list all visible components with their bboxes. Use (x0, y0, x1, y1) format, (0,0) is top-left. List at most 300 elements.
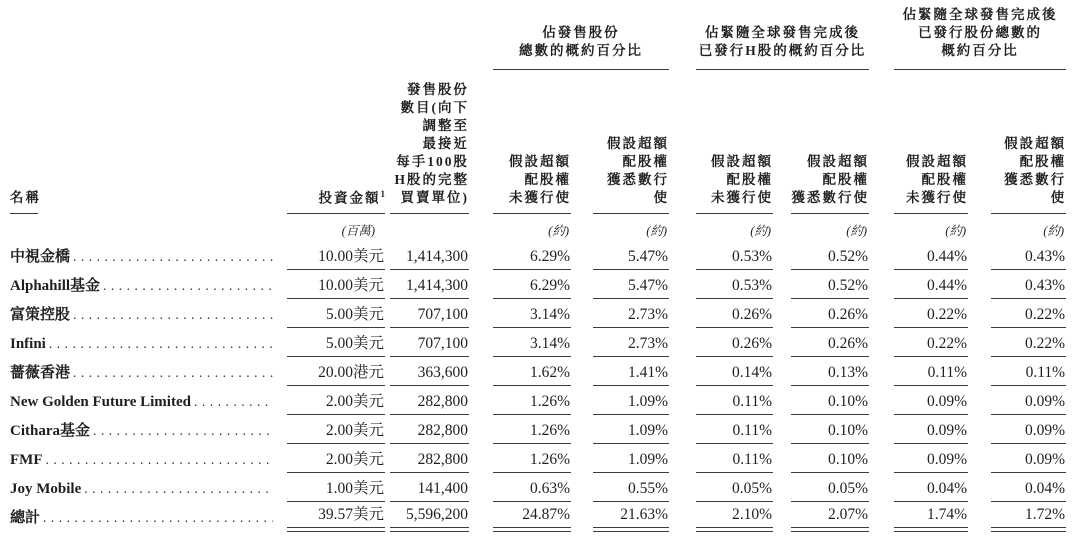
group-header-h-shares (696, 3, 869, 70)
column-gap (968, 70, 991, 214)
pct-value: 0.22% (894, 305, 968, 328)
pct-cell (696, 328, 773, 357)
column-gap (571, 357, 593, 386)
pct-cell (991, 299, 1066, 328)
row-name-cell (10, 473, 287, 502)
pct-cell (493, 299, 571, 328)
investor-name: Alphahill基金 (10, 277, 101, 294)
column-gap (968, 386, 991, 415)
row-name-cell (10, 299, 287, 328)
column-gap (869, 502, 894, 531)
table-header (10, 3, 1066, 241)
investor-name: New Golden Future Limited (10, 393, 191, 410)
table-row (10, 444, 1066, 473)
shares-value: 282,800 (390, 450, 469, 473)
pct-value: 0.09% (991, 392, 1066, 415)
pct-value: 0.05% (696, 479, 773, 502)
pct-cell (696, 415, 773, 444)
pct-cell (991, 241, 1066, 270)
row-name-cell (10, 328, 287, 357)
pct-cell (991, 473, 1066, 502)
subheader-line: 配股權 (726, 172, 774, 187)
shares-value: 1,414,300 (390, 276, 469, 299)
table-row (10, 415, 1066, 444)
pct-value: 3.14% (493, 334, 571, 357)
column-gap (968, 415, 991, 444)
pct-value: 1.72% (991, 505, 1066, 528)
pct-value: 0.11% (991, 363, 1066, 386)
pct-value: 21.63% (593, 505, 669, 528)
pct-cell (493, 444, 571, 473)
column-gap (869, 299, 894, 328)
offer-shares-header-line: H股的完整 (394, 172, 469, 187)
column-gap (571, 270, 593, 299)
pct-value: 1.09% (593, 392, 669, 415)
group-header-line: 已發行H股的概約百分比 (698, 43, 867, 58)
column-gap (571, 444, 593, 473)
pct-value: 0.55% (593, 479, 669, 502)
pct-cell (991, 444, 1066, 473)
pct-value: 0.11% (696, 392, 773, 415)
column-header-row (10, 70, 1066, 214)
investment-cell (287, 357, 385, 386)
shares-value: 707,100 (390, 305, 469, 328)
investor-name: Cithara基金 (10, 422, 90, 439)
unit-approx-label: (約) (646, 224, 668, 238)
pct-value: 5.47% (593, 247, 669, 270)
table-body (10, 241, 1066, 531)
column-gap (669, 386, 696, 415)
pct-value: 1.41% (593, 363, 669, 386)
pct-value: 0.43% (991, 247, 1066, 270)
row-name-cell (10, 386, 287, 415)
investment-cell (287, 241, 385, 270)
dot-leader (90, 423, 273, 440)
pct-value: 0.09% (894, 421, 968, 444)
dot-leader (42, 452, 273, 469)
pct-value: 2.07% (791, 505, 869, 528)
column-gap (469, 386, 493, 415)
shares-cell (390, 386, 469, 415)
pct-cell (991, 386, 1066, 415)
pct-value: 0.44% (894, 247, 968, 270)
dot-leader (191, 394, 273, 411)
prospectus-table-page (0, 3, 1080, 542)
column-gap (773, 328, 791, 357)
investment-value: 5.00美元 (287, 334, 385, 357)
offer-shares-header-line: 數目(向下 (400, 100, 469, 115)
name-column-header-cell (10, 70, 287, 214)
pct-cell (791, 357, 869, 386)
shares-value: 363,600 (390, 363, 469, 386)
pct-cell (593, 415, 669, 444)
column-gap (773, 473, 791, 502)
column-gap (773, 241, 791, 270)
pct-value: 2.10% (696, 505, 773, 528)
pct-cell (894, 357, 968, 386)
pct-cell (791, 270, 869, 299)
unit-approx-label: (約) (548, 224, 569, 238)
pct-cell (696, 386, 773, 415)
column-gap (669, 70, 696, 214)
column-gap (968, 502, 991, 531)
pct-cell (894, 270, 968, 299)
group-header-total-shares (894, 3, 1066, 70)
investor-name: Joy Mobile (10, 480, 82, 497)
subheader-line: 假設超額 (509, 154, 571, 169)
row-name-cell (10, 502, 287, 531)
shares-cell (390, 502, 469, 531)
column-gap (968, 241, 991, 270)
column-gap (669, 502, 696, 531)
investment-column-header-cell (287, 70, 385, 214)
group-header-line: 總數的概約百分比 (519, 43, 643, 58)
pct-value: 1.09% (593, 450, 669, 473)
pct-value: 0.10% (791, 421, 869, 444)
pct-value: 0.04% (894, 479, 968, 502)
column-gap (869, 415, 894, 444)
pct-cell (991, 502, 1066, 531)
group-header-line: 佔緊隨全球發售完成後 (902, 7, 1058, 22)
column-gap (773, 444, 791, 473)
subheader-line: 配股權 (822, 172, 870, 187)
column-gap (571, 502, 593, 531)
investment-cell (287, 270, 385, 299)
subheader-fully-exercised-cell (791, 70, 869, 214)
pct-value: 0.11% (696, 421, 773, 444)
group-header-line: 已發行股份總數的 (918, 25, 1043, 40)
column-gap (469, 473, 493, 502)
table-row (10, 299, 1066, 328)
name-column-header: 名稱 (10, 190, 41, 205)
column-gap (773, 415, 791, 444)
column-gap (773, 70, 791, 214)
pct-cell (696, 444, 773, 473)
pct-cell (593, 357, 669, 386)
pct-cell (991, 357, 1066, 386)
shares-cell (390, 444, 469, 473)
pct-value: 5.47% (593, 276, 669, 299)
pct-value: 2.73% (593, 305, 669, 328)
row-name-cell (10, 444, 287, 473)
pct-cell (894, 299, 968, 328)
investment-cell (287, 386, 385, 415)
shares-cell (390, 241, 469, 270)
pct-cell (696, 502, 773, 531)
investment-value: 1.00美元 (287, 479, 385, 502)
column-gap (669, 473, 696, 502)
subheader-not-exercised-cell (696, 70, 773, 214)
column-gap (869, 473, 894, 502)
pct-cell (593, 328, 669, 357)
column-gap (773, 502, 791, 531)
pct-value: 0.52% (791, 276, 869, 299)
shares-value: 1,414,300 (390, 247, 469, 270)
pct-cell (791, 299, 869, 328)
pct-cell (791, 328, 869, 357)
pct-cell (894, 386, 968, 415)
subheader-not-exercised-cell (894, 70, 968, 214)
pct-value: 1.26% (493, 392, 571, 415)
column-gap (571, 415, 593, 444)
shares-cell (390, 328, 469, 357)
column-gap (571, 328, 593, 357)
pct-value: 0.53% (696, 276, 773, 299)
pct-cell (493, 473, 571, 502)
investment-cell (287, 415, 385, 444)
pct-cell (593, 473, 669, 502)
investor-name: 總計 (10, 509, 41, 526)
shares-cell (390, 415, 469, 444)
pct-cell (493, 502, 571, 531)
column-gap (669, 3, 696, 70)
subheader-line: 配股權 (921, 172, 969, 187)
dot-leader (70, 365, 273, 382)
investment-value: 20.00港元 (287, 363, 385, 386)
column-gap (869, 328, 894, 357)
dot-leader (46, 336, 273, 353)
pct-value: 0.10% (791, 392, 869, 415)
unit-millions-label: (百萬) (341, 224, 375, 238)
pct-value: 0.63% (493, 479, 571, 502)
footnote-marker: 1 (380, 188, 385, 199)
column-gap (869, 241, 894, 270)
shares-cell (390, 299, 469, 328)
pct-value: 1.26% (493, 421, 571, 444)
column-gap (773, 299, 791, 328)
pct-cell (593, 502, 669, 531)
subheader-fully-exercised-cell (593, 70, 669, 214)
subheader-line: 假設超額 (711, 154, 774, 169)
subheader-line: 假設超額 (607, 136, 670, 151)
pct-value: 0.09% (991, 421, 1066, 444)
pct-cell (894, 241, 968, 270)
column-gap (669, 299, 696, 328)
shares-cell (390, 473, 469, 502)
investment-cell (287, 473, 385, 502)
column-gap (669, 415, 696, 444)
column-gap (968, 299, 991, 328)
column-gap (869, 357, 894, 386)
pct-cell (593, 299, 669, 328)
pct-value: 1.26% (493, 450, 571, 473)
pct-cell (894, 328, 968, 357)
pct-cell (791, 415, 869, 444)
pct-value: 1.09% (593, 421, 669, 444)
dot-leader (81, 481, 273, 498)
investor-name: 富策控股 (10, 306, 71, 323)
investment-value: 2.00美元 (287, 450, 385, 473)
dot-leader (70, 307, 273, 324)
table-row (10, 386, 1066, 415)
pct-cell (894, 502, 968, 531)
pct-cell (696, 270, 773, 299)
investor-name: FMF (10, 451, 43, 468)
subheader-line: 獲悉數行使 (607, 172, 670, 205)
offer-shares-header-line: 每手100股 (396, 154, 469, 169)
column-gap (869, 444, 894, 473)
table-row (10, 241, 1066, 270)
subheader-line: 假設超額 (1004, 136, 1067, 151)
subheader-line: 假設超額 (906, 154, 969, 169)
pct-value: 1.62% (493, 363, 571, 386)
pct-cell (791, 241, 869, 270)
unit-approx-label: (約) (1043, 224, 1065, 238)
pct-value: 0.26% (696, 334, 773, 357)
pct-cell (493, 328, 571, 357)
investment-value: 10.00美元 (287, 247, 385, 270)
subheader-line: 獲悉數行使 (791, 190, 870, 205)
pct-cell (493, 270, 571, 299)
pct-cell (791, 444, 869, 473)
group-header-line: 佔發售股份 (542, 25, 620, 40)
pct-cell (593, 444, 669, 473)
investor-name: 薔薇香港 (10, 364, 71, 381)
unit-approx-label: (約) (750, 224, 772, 238)
investor-name: Infini (10, 335, 46, 352)
row-name-cell (10, 270, 287, 299)
dot-leader (40, 510, 273, 527)
cornerstone-investors-table (10, 3, 1066, 532)
column-gap (968, 444, 991, 473)
pct-value: 0.26% (791, 305, 869, 328)
offer-shares-header-line: 買賣單位) (400, 190, 469, 205)
shares-cell (390, 270, 469, 299)
investment-cell (287, 328, 385, 357)
investment-value: 39.57美元 (287, 505, 385, 528)
pct-value: 0.22% (894, 334, 968, 357)
offer-shares-header-line: 發售股份 (407, 82, 469, 97)
units-row (10, 214, 1066, 241)
pct-cell (593, 386, 669, 415)
total-row (10, 502, 1066, 531)
pct-cell (894, 473, 968, 502)
shares-value: 282,800 (390, 392, 469, 415)
investment-column-header: 投資金額 (318, 190, 381, 205)
table-row (10, 357, 1066, 386)
pct-value: 0.09% (894, 450, 968, 473)
group-header-spacer (10, 3, 493, 70)
pct-cell (991, 270, 1066, 299)
pct-value: 0.09% (991, 450, 1066, 473)
subheader-line: 配股權 (622, 154, 670, 169)
offer-shares-column-header-cell (390, 70, 469, 214)
investment-value: 10.00美元 (287, 276, 385, 299)
column-gap (669, 357, 696, 386)
table-row (10, 270, 1066, 299)
column-gap (968, 357, 991, 386)
pct-value: 0.05% (791, 479, 869, 502)
subheader-line: 配股權 (524, 172, 571, 187)
subheader-line: 配股權 (1019, 154, 1067, 169)
shares-value: 707,100 (390, 334, 469, 357)
pct-value: 0.04% (991, 479, 1066, 502)
pct-cell (696, 357, 773, 386)
pct-value: 0.11% (894, 363, 968, 386)
column-gap (773, 386, 791, 415)
pct-value: 6.29% (493, 247, 571, 270)
subheader-not-exercised-cell (493, 70, 571, 214)
column-gap (669, 270, 696, 299)
pct-value: 0.13% (791, 363, 869, 386)
pct-cell (991, 415, 1066, 444)
column-gap (469, 70, 493, 214)
unit-approx-label: (約) (945, 224, 967, 238)
column-gap (869, 3, 894, 70)
column-gap (869, 270, 894, 299)
subheader-line: 未獲行使 (509, 190, 571, 205)
investment-value: 5.00美元 (287, 305, 385, 328)
pct-value: 2.73% (593, 334, 669, 357)
group-header-offer-shares (493, 3, 669, 70)
column-gap (968, 270, 991, 299)
name-header-underline (10, 207, 38, 214)
group-header-line: 概約百分比 (941, 43, 1019, 58)
unit-approx-label: (約) (846, 224, 868, 238)
column-gap (571, 386, 593, 415)
column-gap (571, 70, 593, 214)
investment-cell (287, 444, 385, 473)
dot-leader (100, 278, 273, 295)
column-gap (571, 299, 593, 328)
column-gap (669, 241, 696, 270)
pct-value: 1.74% (894, 505, 968, 528)
column-gap (773, 270, 791, 299)
pct-value: 24.87% (493, 505, 571, 528)
offer-shares-header-line: 最接近 (422, 136, 469, 151)
offer-shares-header-line: 調整至 (422, 118, 469, 133)
investment-value: 2.00美元 (287, 421, 385, 444)
column-gap (869, 70, 894, 214)
column-gap (968, 328, 991, 357)
column-gap (571, 473, 593, 502)
pct-value: 0.09% (894, 392, 968, 415)
pct-cell (791, 473, 869, 502)
column-gap (968, 473, 991, 502)
shares-value: 282,800 (390, 421, 469, 444)
subheader-line: 未獲行使 (906, 190, 969, 205)
column-gap (469, 270, 493, 299)
column-gap (669, 444, 696, 473)
pct-value: 0.22% (991, 334, 1066, 357)
pct-cell (791, 386, 869, 415)
column-gap (469, 415, 493, 444)
column-gap (469, 502, 493, 531)
pct-cell (493, 386, 571, 415)
column-gap (571, 241, 593, 270)
pct-cell (696, 473, 773, 502)
shares-value: 5,596,200 (390, 505, 469, 528)
pct-value: 0.14% (696, 363, 773, 386)
pct-value: 0.26% (791, 334, 869, 357)
dot-leader (70, 249, 273, 266)
investment-value: 2.00美元 (287, 392, 385, 415)
column-gap (469, 444, 493, 473)
pct-value: 0.26% (696, 305, 773, 328)
row-name-cell (10, 415, 287, 444)
pct-cell (493, 241, 571, 270)
pct-value: 0.43% (991, 276, 1066, 299)
pct-value: 3.14% (493, 305, 571, 328)
column-gap (469, 328, 493, 357)
pct-value: 0.10% (791, 450, 869, 473)
pct-value: 0.11% (696, 450, 773, 473)
pct-cell (791, 502, 869, 531)
column-gap (869, 386, 894, 415)
pct-value: 0.22% (991, 305, 1066, 328)
subheader-line: 獲悉數行使 (1004, 172, 1067, 205)
pct-cell (493, 357, 571, 386)
